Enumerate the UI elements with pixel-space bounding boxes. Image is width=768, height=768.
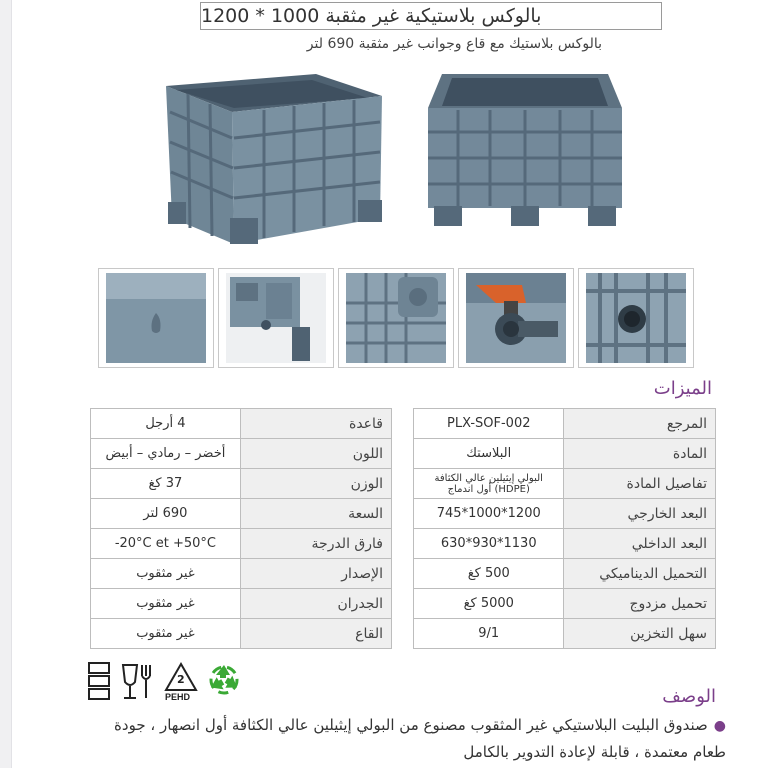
spec-label: السعة	[240, 499, 391, 529]
spec-label: سهل التخزين	[564, 619, 716, 649]
pehd-number: 2	[177, 673, 185, 686]
thumbnail-wall-image	[343, 273, 449, 363]
table-row	[91, 619, 392, 649]
table-row	[414, 529, 716, 559]
thumbnail-valve-image	[463, 273, 569, 363]
thumbnail-drain-image	[583, 273, 689, 363]
spec-value: البلاستك	[414, 439, 564, 469]
bullet-icon: ●	[713, 718, 726, 734]
table-row	[414, 499, 716, 529]
table-row	[414, 589, 716, 619]
table-row	[414, 619, 716, 649]
spec-label: المادة	[564, 439, 716, 469]
spec-value: 4 أرجل	[91, 409, 241, 439]
table-row	[91, 499, 392, 529]
spec-value: 500 كغ	[414, 559, 564, 589]
description-heading: الوصف	[662, 686, 716, 707]
product-image-angled	[160, 68, 386, 250]
spec-label: المرجع	[564, 409, 716, 439]
pehd-recycle-code-icon	[164, 662, 198, 704]
spec-value: 9/1	[414, 619, 564, 649]
table-row	[91, 409, 392, 439]
thumbnail-valve-detail[interactable]	[458, 268, 574, 368]
spec-value: 5000 كغ	[414, 589, 564, 619]
description-text	[36, 712, 726, 765]
spec-label: البعد الخارجي	[564, 499, 716, 529]
features-heading: الميزات	[653, 378, 712, 399]
spec-label: اللون	[240, 439, 391, 469]
spec-label: الوزن	[240, 469, 391, 499]
page-title-text: بالوكس بلاستيكية غير مثقبة 1000 * 1200	[201, 5, 542, 27]
table-row	[91, 529, 392, 559]
spec-value: البولي إيثيلين عالي الكثافة (HDPE) أول اندماج	[414, 469, 564, 499]
thumbnail-corner-image	[223, 273, 329, 363]
description-line	[36, 712, 726, 739]
spec-label: الإصدار	[240, 559, 391, 589]
page-subtitle: بالوكس بلاستيك مع قاع وجوانب غير مثقبة 690 لتر	[306, 36, 602, 52]
spec-value: 745*1000*1200	[414, 499, 564, 529]
table-row	[91, 439, 392, 469]
spec-label: تحميل مزدوج	[564, 589, 716, 619]
detail-thumbnails	[98, 268, 692, 370]
spec-value: PLX-SOF-002	[414, 409, 564, 439]
thumbnail-surface-detail[interactable]	[98, 268, 214, 368]
spec-label: الجدران	[240, 589, 391, 619]
spec-value: 37 كغ	[91, 469, 241, 499]
spec-value: 690 لتر	[91, 499, 241, 529]
table-row	[91, 469, 392, 499]
specs-table-primary	[413, 408, 716, 649]
description-line-text: صندوق البليت البلاستيكي غير المثقوب مصنوع من البولي إيثيلين عالي الكثافة أول انصهار ، جودة	[114, 716, 708, 734]
spec-value: 630*930*1130	[414, 529, 564, 559]
description-line: طعام معتمدة ، قابلة لإعادة التدوير بالكامل	[463, 743, 726, 761]
spec-label: تفاصيل المادة	[564, 469, 716, 499]
certification-icons	[86, 662, 246, 704]
spec-value: أخضر – رمادي – أبيض	[91, 439, 241, 469]
thumbnail-corner-detail[interactable]	[218, 268, 334, 368]
spec-label: التحميل الديناميكي	[564, 559, 716, 589]
spec-value: -20°C et +50°C	[91, 529, 241, 559]
thumbnail-surface-image	[103, 273, 209, 363]
specs-table-secondary	[90, 408, 392, 649]
thumbnail-wall-detail[interactable]	[338, 268, 454, 368]
table-row	[414, 439, 716, 469]
left-scroll-strip	[0, 0, 12, 768]
recycle-icon	[206, 662, 242, 702]
table-row	[414, 469, 716, 499]
spec-label: القاع	[240, 619, 391, 649]
stackable-icon	[88, 662, 110, 704]
thumbnail-drain-detail[interactable]	[578, 268, 694, 368]
table-row	[91, 589, 392, 619]
spec-value: غير مثقوب	[91, 589, 241, 619]
spec-label: البعد الداخلي	[564, 529, 716, 559]
product-image-front	[424, 70, 626, 230]
spec-value: غير مثقوب	[91, 559, 241, 589]
spec-label: قاعدة	[240, 409, 391, 439]
pehd-label: PEHD	[165, 692, 191, 702]
page-title	[200, 2, 662, 30]
food-safe-icon	[120, 662, 154, 704]
table-row	[414, 559, 716, 589]
spec-label: فارق الدرجة	[240, 529, 391, 559]
table-row	[91, 559, 392, 589]
table-row	[414, 409, 716, 439]
spec-value: غير مثقوب	[91, 619, 241, 649]
